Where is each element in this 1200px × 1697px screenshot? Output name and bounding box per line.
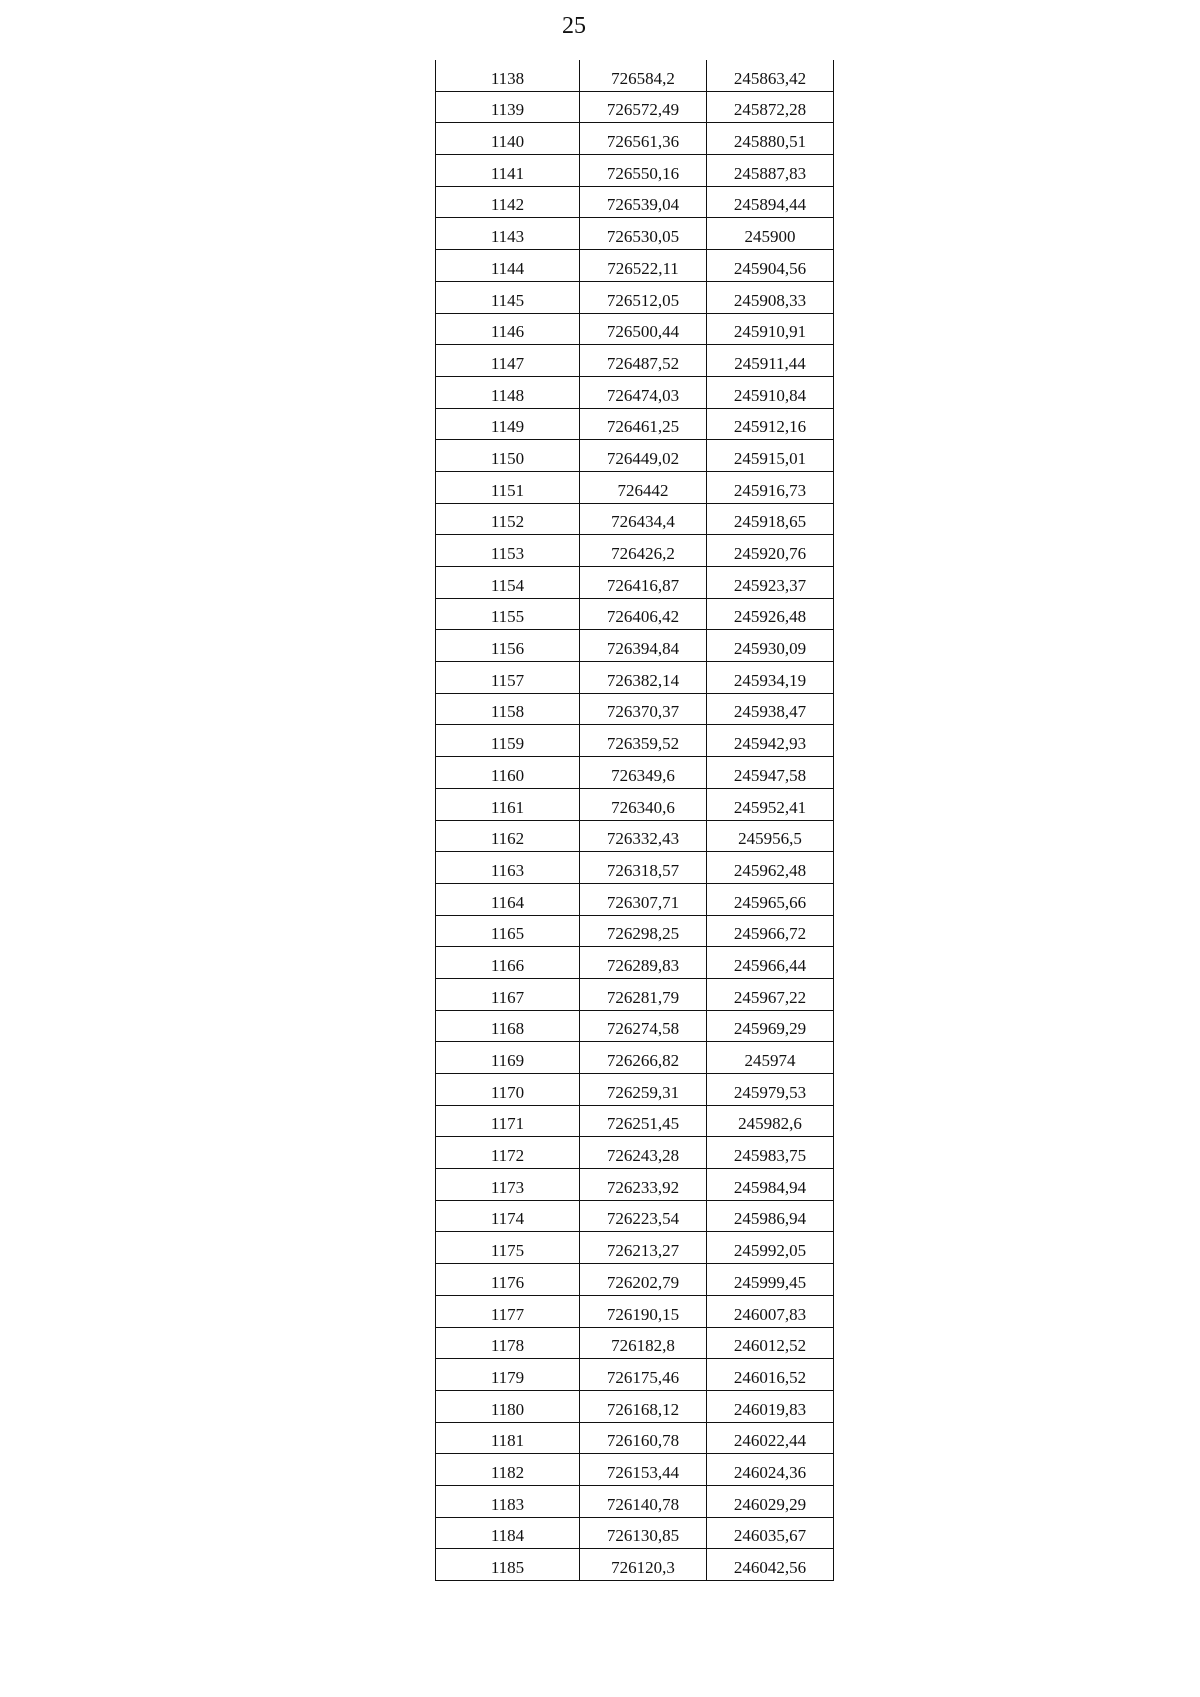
y-coordinate-cell: 245965,66 <box>707 883 834 915</box>
table-row <box>436 1232 834 1264</box>
point-number-cell: 1146 <box>436 313 580 345</box>
y-coordinate-cell: 245952,41 <box>707 788 834 820</box>
x-coordinate-cell: 726190,15 <box>580 1295 707 1327</box>
table-row <box>436 250 834 282</box>
point-number-cell: 1170 <box>436 1074 580 1106</box>
x-coordinate-cell: 726153,44 <box>580 1454 707 1486</box>
y-coordinate-cell: 245956,5 <box>707 820 834 852</box>
y-coordinate-cell: 245942,93 <box>707 725 834 757</box>
table-row <box>436 186 834 218</box>
table-row <box>436 1169 834 1201</box>
x-coordinate-cell: 726140,78 <box>580 1485 707 1517</box>
x-coordinate-cell: 726182,8 <box>580 1327 707 1359</box>
y-coordinate-cell: 245983,75 <box>707 1137 834 1169</box>
y-coordinate-cell: 245880,51 <box>707 123 834 155</box>
table-row <box>436 218 834 250</box>
x-coordinate-cell: 726522,11 <box>580 250 707 282</box>
table-row <box>436 345 834 377</box>
point-number-cell: 1184 <box>436 1517 580 1549</box>
table-row <box>436 60 834 91</box>
table-row <box>436 1010 834 1042</box>
x-coordinate-cell: 726406,42 <box>580 598 707 630</box>
table-row <box>436 978 834 1010</box>
point-number-cell: 1164 <box>436 883 580 915</box>
table-row <box>436 535 834 567</box>
y-coordinate-cell: 245887,83 <box>707 155 834 187</box>
y-coordinate-cell: 245926,48 <box>707 598 834 630</box>
x-coordinate-cell: 726512,05 <box>580 281 707 313</box>
table-row <box>436 820 834 852</box>
x-coordinate-cell: 726349,6 <box>580 757 707 789</box>
point-number-cell: 1154 <box>436 567 580 599</box>
point-number-cell: 1156 <box>436 630 580 662</box>
point-number-cell: 1158 <box>436 693 580 725</box>
table-row <box>436 1359 834 1391</box>
x-coordinate-cell: 726449,02 <box>580 440 707 472</box>
coordinates-table <box>435 60 834 1581</box>
x-coordinate-cell: 726274,58 <box>580 1010 707 1042</box>
y-coordinate-cell: 245992,05 <box>707 1232 834 1264</box>
x-coordinate-cell: 726340,6 <box>580 788 707 820</box>
table-row <box>436 440 834 472</box>
point-number-cell: 1159 <box>436 725 580 757</box>
table-row <box>436 123 834 155</box>
point-number-cell: 1161 <box>436 788 580 820</box>
table-row <box>436 1042 834 1074</box>
point-number-cell: 1181 <box>436 1422 580 1454</box>
y-coordinate-cell: 245910,84 <box>707 376 834 408</box>
point-number-cell: 1152 <box>436 503 580 535</box>
point-number-cell: 1138 <box>436 60 580 91</box>
x-coordinate-cell: 726233,92 <box>580 1169 707 1201</box>
x-coordinate-cell: 726202,79 <box>580 1264 707 1296</box>
x-coordinate-cell: 726289,83 <box>580 947 707 979</box>
x-coordinate-cell: 726461,25 <box>580 408 707 440</box>
y-coordinate-cell: 245969,29 <box>707 1010 834 1042</box>
y-coordinate-cell: 246012,52 <box>707 1327 834 1359</box>
point-number-cell: 1150 <box>436 440 580 472</box>
y-coordinate-cell: 245966,72 <box>707 915 834 947</box>
x-coordinate-cell: 726223,54 <box>580 1200 707 1232</box>
table-row <box>436 155 834 187</box>
y-coordinate-cell: 245947,58 <box>707 757 834 789</box>
y-coordinate-cell: 245979,53 <box>707 1074 834 1106</box>
x-coordinate-cell: 726442 <box>580 471 707 503</box>
table-row <box>436 947 834 979</box>
table-row <box>436 567 834 599</box>
y-coordinate-cell: 245910,91 <box>707 313 834 345</box>
x-coordinate-cell: 726318,57 <box>580 852 707 884</box>
point-number-cell: 1183 <box>436 1485 580 1517</box>
x-coordinate-cell: 726359,52 <box>580 725 707 757</box>
y-coordinate-cell: 246042,56 <box>707 1549 834 1581</box>
point-number-cell: 1167 <box>436 978 580 1010</box>
table-row <box>436 503 834 535</box>
table-row <box>436 1390 834 1422</box>
x-coordinate-cell: 726213,27 <box>580 1232 707 1264</box>
point-number-cell: 1177 <box>436 1295 580 1327</box>
table-row <box>436 693 834 725</box>
y-coordinate-cell: 245967,22 <box>707 978 834 1010</box>
point-number-cell: 1165 <box>436 915 580 947</box>
point-number-cell: 1168 <box>436 1010 580 1042</box>
point-number-cell: 1140 <box>436 123 580 155</box>
point-number-cell: 1160 <box>436 757 580 789</box>
x-coordinate-cell: 726120,3 <box>580 1549 707 1581</box>
point-number-cell: 1151 <box>436 471 580 503</box>
point-number-cell: 1174 <box>436 1200 580 1232</box>
point-number-cell: 1182 <box>436 1454 580 1486</box>
y-coordinate-cell: 246019,83 <box>707 1390 834 1422</box>
point-number-cell: 1169 <box>436 1042 580 1074</box>
table-row <box>436 630 834 662</box>
x-coordinate-cell: 726175,46 <box>580 1359 707 1391</box>
point-number-cell: 1153 <box>436 535 580 567</box>
table-row <box>436 1549 834 1581</box>
y-coordinate-cell: 245999,45 <box>707 1264 834 1296</box>
x-coordinate-cell: 726382,14 <box>580 662 707 694</box>
y-coordinate-cell: 246024,36 <box>707 1454 834 1486</box>
y-coordinate-cell: 245894,44 <box>707 186 834 218</box>
point-number-cell: 1180 <box>436 1390 580 1422</box>
y-coordinate-cell: 246022,44 <box>707 1422 834 1454</box>
table-row <box>436 1454 834 1486</box>
point-number-cell: 1157 <box>436 662 580 694</box>
y-coordinate-cell: 246035,67 <box>707 1517 834 1549</box>
table-row <box>436 1105 834 1137</box>
y-coordinate-cell: 245984,94 <box>707 1169 834 1201</box>
x-coordinate-cell: 726487,52 <box>580 345 707 377</box>
x-coordinate-cell: 726281,79 <box>580 978 707 1010</box>
y-coordinate-cell: 245872,28 <box>707 91 834 123</box>
x-coordinate-cell: 726168,12 <box>580 1390 707 1422</box>
table-row <box>436 788 834 820</box>
table-row <box>436 1327 834 1359</box>
table-row <box>436 376 834 408</box>
x-coordinate-cell: 726298,25 <box>580 915 707 947</box>
table-row <box>436 1074 834 1106</box>
point-number-cell: 1185 <box>436 1549 580 1581</box>
y-coordinate-cell: 245912,16 <box>707 408 834 440</box>
table-row <box>436 852 834 884</box>
table-row <box>436 91 834 123</box>
x-coordinate-cell: 726434,4 <box>580 503 707 535</box>
table-row <box>436 915 834 947</box>
x-coordinate-cell: 726266,82 <box>580 1042 707 1074</box>
y-coordinate-cell: 245974 <box>707 1042 834 1074</box>
table-row <box>436 1295 834 1327</box>
x-coordinate-cell: 726426,2 <box>580 535 707 567</box>
y-coordinate-cell: 245900 <box>707 218 834 250</box>
y-coordinate-cell: 245930,09 <box>707 630 834 662</box>
y-coordinate-cell: 245962,48 <box>707 852 834 884</box>
table-row <box>436 281 834 313</box>
x-coordinate-cell: 726130,85 <box>580 1517 707 1549</box>
x-coordinate-cell: 726307,71 <box>580 883 707 915</box>
point-number-cell: 1175 <box>436 1232 580 1264</box>
point-number-cell: 1148 <box>436 376 580 408</box>
x-coordinate-cell: 726561,36 <box>580 123 707 155</box>
y-coordinate-cell: 245920,76 <box>707 535 834 567</box>
y-coordinate-cell: 245916,73 <box>707 471 834 503</box>
table-row <box>436 1485 834 1517</box>
y-coordinate-cell: 245908,33 <box>707 281 834 313</box>
x-coordinate-cell: 726394,84 <box>580 630 707 662</box>
point-number-cell: 1144 <box>436 250 580 282</box>
y-coordinate-cell: 245938,47 <box>707 693 834 725</box>
table-row <box>436 757 834 789</box>
table-row <box>436 662 834 694</box>
x-coordinate-cell: 726474,03 <box>580 376 707 408</box>
x-coordinate-cell: 726332,43 <box>580 820 707 852</box>
y-coordinate-cell: 246016,52 <box>707 1359 834 1391</box>
point-number-cell: 1155 <box>436 598 580 630</box>
y-coordinate-cell: 245986,94 <box>707 1200 834 1232</box>
point-number-cell: 1142 <box>436 186 580 218</box>
point-number-cell: 1166 <box>436 947 580 979</box>
table-row <box>436 1517 834 1549</box>
y-coordinate-cell: 246029,29 <box>707 1485 834 1517</box>
point-number-cell: 1171 <box>436 1105 580 1137</box>
y-coordinate-cell: 245904,56 <box>707 250 834 282</box>
y-coordinate-cell: 245982,6 <box>707 1105 834 1137</box>
x-coordinate-cell: 726370,37 <box>580 693 707 725</box>
table-row <box>436 598 834 630</box>
x-coordinate-cell: 726584,2 <box>580 60 707 91</box>
x-coordinate-cell: 726539,04 <box>580 186 707 218</box>
page-number: 25 <box>562 13 586 39</box>
point-number-cell: 1172 <box>436 1137 580 1169</box>
coordinates-table-body <box>436 60 834 1581</box>
x-coordinate-cell: 726243,28 <box>580 1137 707 1169</box>
point-number-cell: 1139 <box>436 91 580 123</box>
point-number-cell: 1149 <box>436 408 580 440</box>
y-coordinate-cell: 245966,44 <box>707 947 834 979</box>
y-coordinate-cell: 245863,42 <box>707 60 834 91</box>
y-coordinate-cell: 245918,65 <box>707 503 834 535</box>
x-coordinate-cell: 726160,78 <box>580 1422 707 1454</box>
y-coordinate-cell: 245915,01 <box>707 440 834 472</box>
table-row <box>436 883 834 915</box>
point-number-cell: 1179 <box>436 1359 580 1391</box>
x-coordinate-cell: 726530,05 <box>580 218 707 250</box>
table-row <box>436 1137 834 1169</box>
y-coordinate-cell: 245923,37 <box>707 567 834 599</box>
table-row <box>436 1200 834 1232</box>
x-coordinate-cell: 726416,87 <box>580 567 707 599</box>
table-row <box>436 725 834 757</box>
point-number-cell: 1162 <box>436 820 580 852</box>
point-number-cell: 1147 <box>436 345 580 377</box>
x-coordinate-cell: 726500,44 <box>580 313 707 345</box>
x-coordinate-cell: 726259,31 <box>580 1074 707 1106</box>
x-coordinate-cell: 726550,16 <box>580 155 707 187</box>
table-row <box>436 1422 834 1454</box>
y-coordinate-cell: 245934,19 <box>707 662 834 694</box>
point-number-cell: 1173 <box>436 1169 580 1201</box>
table-row <box>436 471 834 503</box>
point-number-cell: 1143 <box>436 218 580 250</box>
table-row <box>436 1264 834 1296</box>
point-number-cell: 1163 <box>436 852 580 884</box>
x-coordinate-cell: 726251,45 <box>580 1105 707 1137</box>
point-number-cell: 1141 <box>436 155 580 187</box>
point-number-cell: 1176 <box>436 1264 580 1296</box>
point-number-cell: 1178 <box>436 1327 580 1359</box>
y-coordinate-cell: 245911,44 <box>707 345 834 377</box>
x-coordinate-cell: 726572,49 <box>580 91 707 123</box>
table-row <box>436 408 834 440</box>
table-row <box>436 313 834 345</box>
y-coordinate-cell: 246007,83 <box>707 1295 834 1327</box>
point-number-cell: 1145 <box>436 281 580 313</box>
